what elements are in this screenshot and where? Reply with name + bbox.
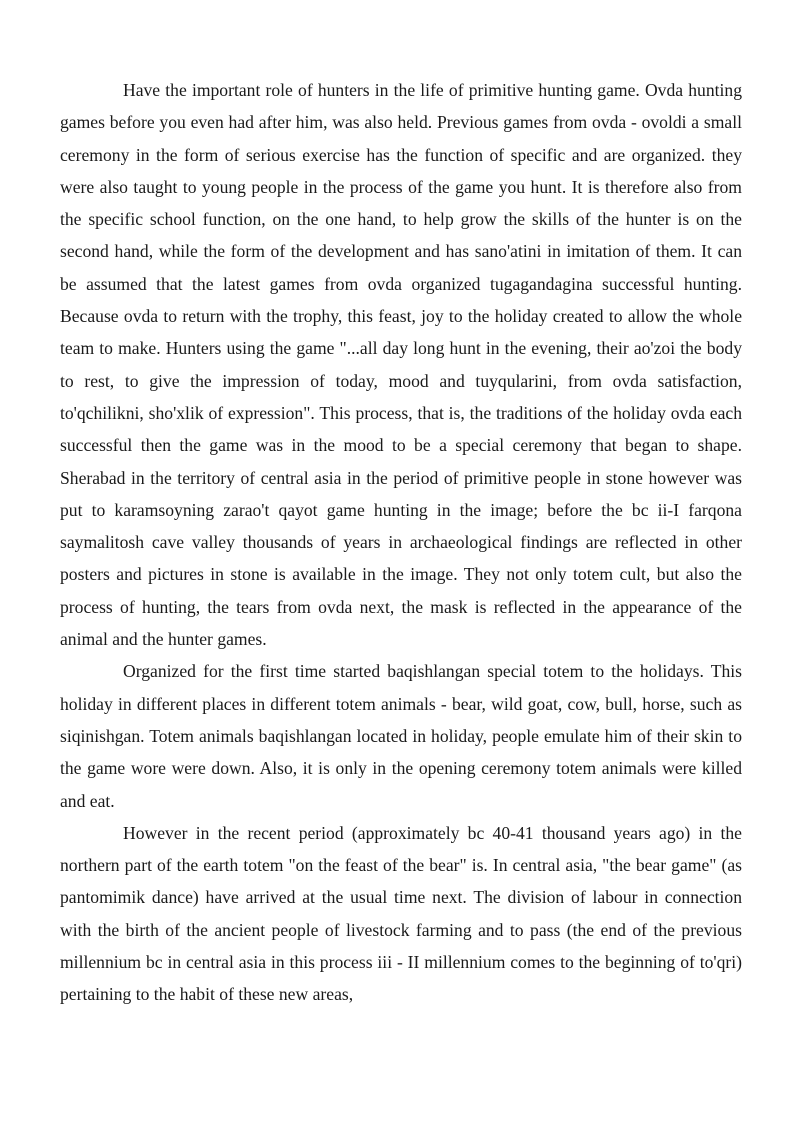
body-text [60, 74, 742, 1011]
paragraph-bear-feast: However in the recent period (approximately bc 40-41 thousand years ago) in the northern part of the earth totem "on the feast of the bear" is. In central asia, "the bear game" (as pantomimik dance) have arrived at the usual time next. The division of labour in connection with the birth of the ancient people of livestock farming and to pass (the end of the previous millennium bc in central asia in this process iii - II millennium comes to the beginning of to'qri) pertaining to the habit of these new areas, [60, 822, 742, 1005]
paragraph-totem-holidays: Organized for the first time started baqishlangan special totem to the holidays. This holiday in different places in different totem animals - bear, wild goat, cow, bull, horse, such as siqinishgan. Totem animals baqishlangan located in holiday, people emulate him of their skin to the game wore were down. Also, it is only in the opening ceremony totem animals were killed and eat. [60, 661, 742, 811]
paragraph-hunting-games: Have the important role of hunters in the life of primitive hunting game. Ovda hunting games before you even had after him, was also held. Previous games from ovda - ovoldi a small ceremony in the form of serious exercise has the function of specific and are organized. they were also taught to young people in the process of the game you hunt. It is therefore also from the specific school function, on the one hand, to help grow the skills of the hunter is on the second hand, while the form of the development and has sano'atini in imitation of them. It can be assumed that the latest games from ovda organized tugagandagina successful hunting. Because ovda to return with the trophy, this feast, joy to the holiday created to allow the whole team to make. Hunters using the game "...all day long hunt in the evening, their ao'zoi the body to rest, to give the impression of today, mood and tuyqularini, from ovda satisfaction, to'qchilikni, sho'xlik of expression". This process, that is, the traditions of the holiday ovda each successful then the game was in the mood to be a special ceremony that began to shape. Sherabad in the territory of central asia in the period of primitive people in stone however was put to karamsoyning zarao't qayot game hunting in the image; before the bc ii-I farqona saymalitosh cave valley thousands of years in archaeological findings are reflected in other posters and pictures in stone is available in the image. They not only totem cult, but also the process of hunting, the tears from ovda next, the mask is reflected in the appearance of the animal and the hunter games. [60, 80, 742, 650]
